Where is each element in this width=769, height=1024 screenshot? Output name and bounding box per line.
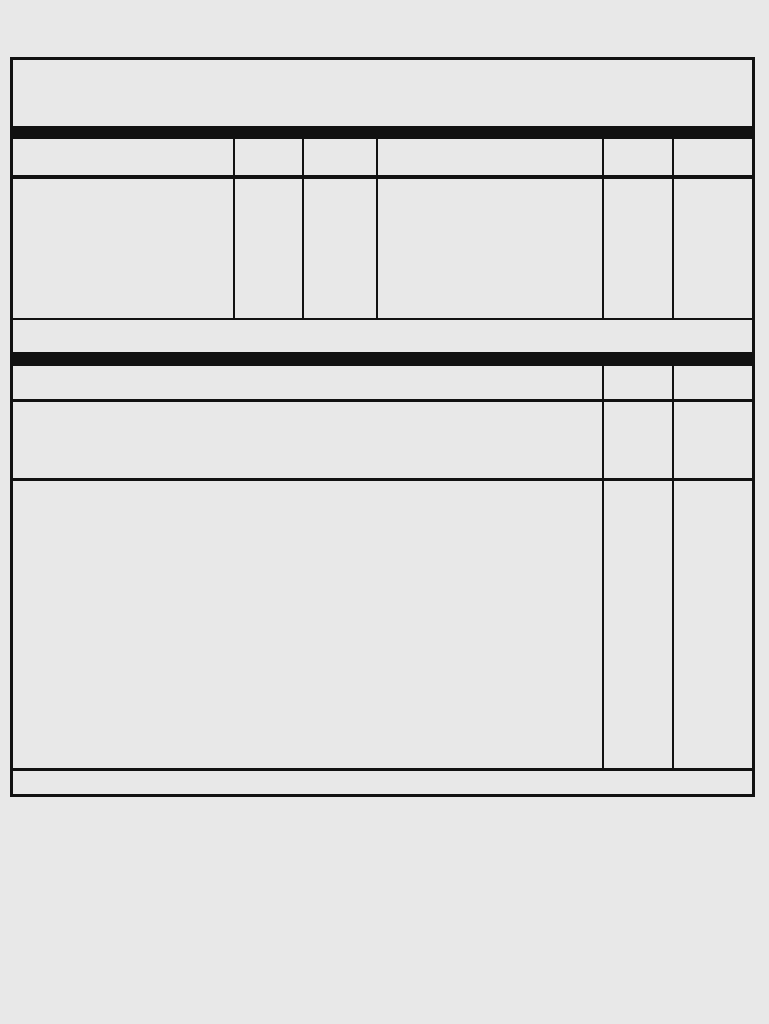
row-divider: [13, 768, 752, 771]
col-divider: [602, 139, 604, 319]
nutrition-panel: [10, 57, 755, 797]
header-divider: [13, 175, 752, 179]
row-divider: [13, 478, 752, 481]
col-divider: [233, 139, 235, 319]
product-header: [0, 0, 769, 54]
row-divider: [13, 399, 752, 402]
col-divider: [672, 366, 674, 770]
col-divider: [376, 139, 378, 319]
col-divider: [672, 139, 674, 319]
row-divider: [13, 318, 752, 320]
col-divider: [602, 366, 604, 770]
col-divider: [302, 139, 304, 319]
thick-divider: [13, 352, 752, 366]
thick-divider: [13, 126, 752, 139]
